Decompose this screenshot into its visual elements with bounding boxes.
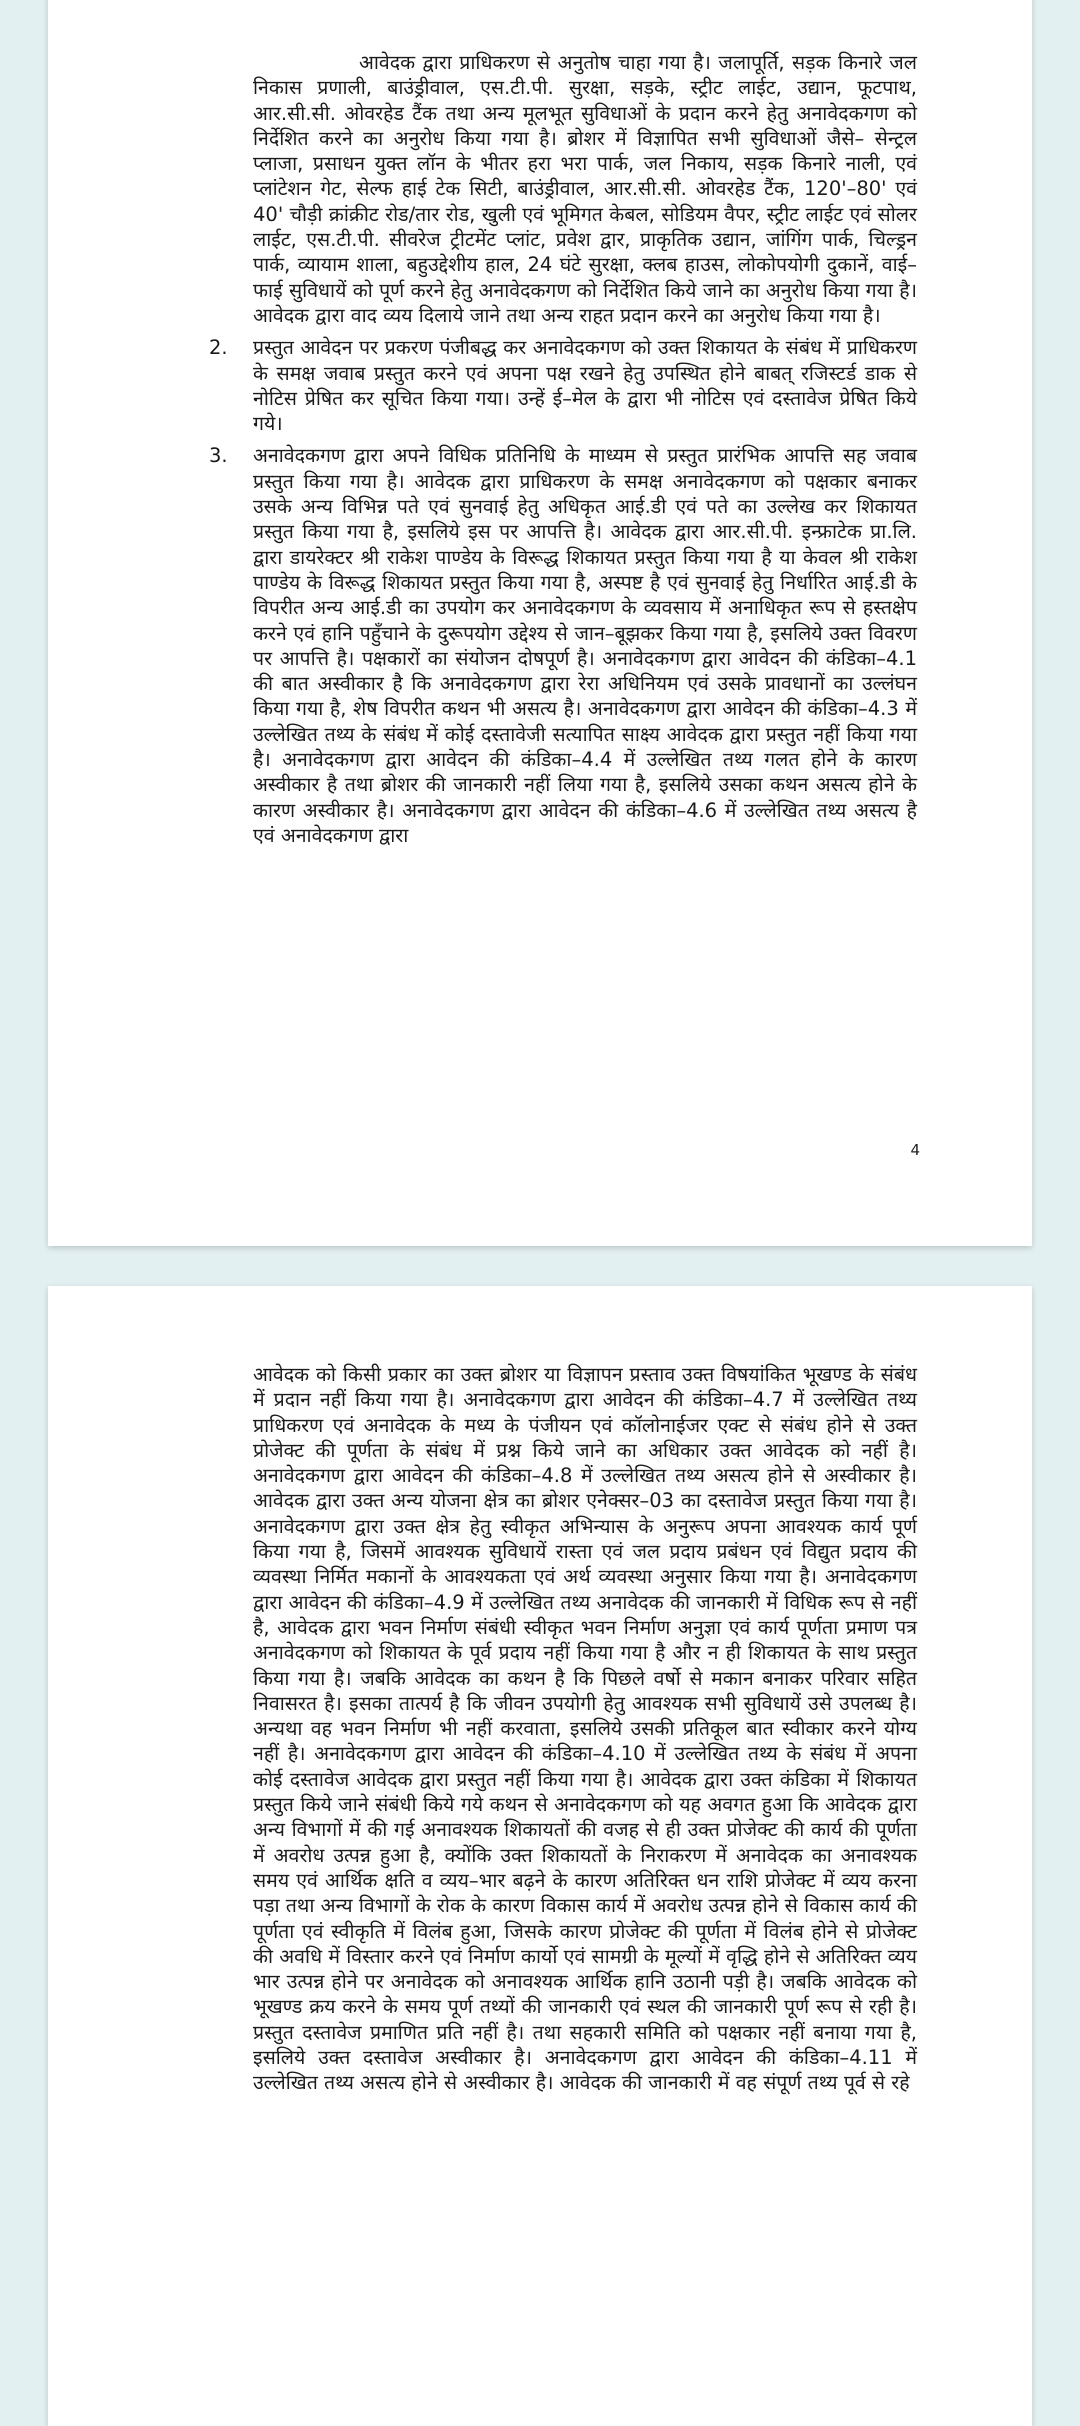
document-page-5 bbox=[48, 1286, 1032, 2426]
numbered-paragraph-2 bbox=[209, 335, 917, 436]
page-body bbox=[253, 1362, 917, 2096]
page-number: 4 bbox=[910, 1141, 920, 1159]
paragraph-intro: आवेदक द्वारा प्राधिकरण से अनुतोष चाहा गया है। जलापूर्ति, सड़क किनारे जल निकास प्रणाली, बाउंड्रीवाल, एस.टी.पी. सुरक्षा, सड़के, स्ट्रीट लाईट, उद्यान, फूटपाथ, आर.सी.सी. ओवरहेड टैंक तथा अन्य मूलभूत सुविधाओं के प्रदान करने हेतु अनावेदकगण को निर्देशित करने का अनुरोध किया गया है। ब्रोशर में विज्ञापित सभी सुविधाओं जैसे– सेन्ट्रल प्लाजा, प्रसाधन युक्त लॉन के भीतर हरा भरा पार्क, जल निकाय, सड़क किनारे नाली, एवं प्लांटेशन गेट, सेल्फ हाई टेक सिटी, बाउंड्रीवाल, आर.सी.सी. ओवरहेड टैंक, 120'–80' एवं 40' चौड़ी क्रांक्रीट रोड/तार रोड, खुली एवं भूमिगत केबल, सोडियम वैपर, स्ट्रीट लाईट एवं सोलर लाईट, एस.टी.पी. सीवरेज ट्रीटमेंट प्लांट, प्रवेश द्वार, प्राकृतिक उद्यान, जांगिंग पार्क, चिल्ड्रन पार्क, व्यायाम शाला, बहुउद्देशीय हाल, 24 घंटे सुरक्षा, क्लब हाउस, लोकोपयोगी दुकानें, वाई–फाई सुविधायें को पूर्ण करने हेतु अनावेदकगण को निर्देशित किये जाने का अनुरोध किया गया है। आवेदक द्वारा वाद व्यय दिलाये जाने तथा अन्य राहत प्रदान करने का अनुरोध किया गया है। bbox=[253, 51, 917, 327]
paragraph-text: अनावेदकगण द्वारा अपने विधिक प्रतिनिधि के माध्यम से प्रस्तुत प्रारंभिक आपत्ति सह जवाब प्रस्तुत किया गया है। आवेदक द्वारा प्राधिकरण के समक्ष अनावेदकगण को पक्षकार बनाकर उसके अन्य विभिन्न पते एवं सुनवाई हेतु अधिकृत आई.डी एवं पते का उल्लेख कर शिकायत प्रस्तुत किया गया है, इसलिये इस पर आपत्ति है। आवेदक द्वारा आर.सी.पी. इन्फ्राटेक प्रा.लि. द्वारा डायरेक्टर श्री राकेश पाण्डेय के विरूद्ध शिकायत प्रस्तुत किया गया है या केवल श्री राकेश पाण्डेय के विरूद्ध शिकायत प्रस्तुत किया गया है, अस्पष्ट है एवं सुनवाई हेतु निर्धारित आई.डी के विपरीत अन्य आई.डी का उपयोग कर अनावेदकगण के व्यवसाय में अनाधिकृत रूप से हस्तक्षेप करने एवं हानि पहुँचाने के दुरूपयोग उद्देश्य से जान–बूझकर किया गया है, इसलिये उक्त विवरण पर आपत्ति है। पक्षकारों का संयोजन दोषपूर्ण है। अनावेदकगण द्वारा आवेदन की कंडिका–4.1 की बात अस्वीकार है कि अनावेदकगण द्वारा रेरा अधिनियम एवं उसके प्रावधानों का उल्लंघन किया गया है, शेष विपरीत कथन भी असत्य है। अनावेदकगण द्वारा आवेदन की कंडिका–4.3 में उल्लेखित तथ्य के संबंध में कोई दस्तावेजी सत्यापित साक्ष्य आवेदक द्वारा प्रस्तुत नहीं किया गया है। अनावेदकगण द्वारा आवेदन की कंडिका–4.4 में उल्लेखित तथ्य गलत होने के कारण अस्वीकार है तथा ब्रोशर की जानकारी नहीं लिया गया है, इसलिये उसका कथन असत्य होने के कारण अस्वीकार है। अनावेदकगण द्वारा आवेदन की कंडिका–4.6 में उल्लेखित तथ्य असत्य है एवं अनावेदकगण द्वारा bbox=[253, 444, 917, 847]
document-page-4 bbox=[48, 0, 1032, 1246]
page-body bbox=[209, 50, 917, 848]
paragraph-number: 3. bbox=[209, 444, 228, 468]
paragraph-text: प्रस्तुत आवेदन पर प्रकरण पंजीबद्ध कर अनावेदकगण को उक्त शिकायत के संबंध में प्राधिकरण के समक्ष जवाब प्रस्तुत करने एवं अपना पक्ष रखने हेतु उपस्थित होने बाबत् रजिस्टर्ड डाक से नोटिस प्रेषित कर सूचित किया गया। उन्हें ई–मेल के द्वारा भी नोटिस एवं दस्तावेज प्रेषित किये गये। bbox=[253, 336, 917, 436]
paragraph-continued: आवेदक को किसी प्रकार का उक्त ब्रोशर या विज्ञापन प्रस्ताव उक्त विषयांकित भूखण्ड के संबंध में प्रदान नहीं किया गया है। अनावेदकगण द्वारा आवेदन की कंडिका–4.7 में उल्लेखित तथ्य प्राधिकरण एवं अनावेदक के मध्य के पंजीयन एवं कॉलोनाईजर एक्ट से संबंध होने से उक्त प्रोजेक्ट की पूर्णता के संबंध में प्रश्न किये जाने का अधिकार उक्त आवेदक को नहीं है। अनावेदकगण द्वारा आवेदन की कंडिका–4.8 में उल्लेखित तथ्य असत्य होने से अस्वीकार है। आवेदक द्वारा उक्त अन्य योजना क्षेत्र का ब्रोशर एनेक्सर–03 का दस्तावेज प्रस्तुत किया गया है। अनावेदकगण द्वारा उक्त क्षेत्र हेतु स्वीकृत अभिन्यास के अनुरूप अपना आवश्यक कार्य पूर्ण किया गया है, जिसमें आवश्यक सुविधायें रास्ता एवं जल प्रदाय प्रबंधन एवं विद्युत प्रदाय की व्यवस्था निर्मित मकानों के आवश्यकता एवं अर्थ व्यवस्था अनुसार किया गया है। अनावेदकगण द्वारा आवेदन की कंडिका–4.9 में उल्लेखित तथ्य अनावेदक की जानकारी में विधिक रूप से नहीं है, आवेदक द्वारा भवन निर्माण संबंधी स्वीकृत भवन निर्माण अनुज्ञा एवं कार्य पूर्णता प्रमाण पत्र अनावेदकगण को शिकायत के पूर्व प्रदाय नहीं किया गया है और न ही शिकायत के साथ प्रस्तुत किया गया है। जबकि आवेदक का कथन है कि पिछले वर्षो से मकान बनाकर परिवार सहित निवासरत है। इसका तात्पर्य है कि जीवन उपयोगी हेतु आवश्यक सभी सुविधायें उसे उपलब्ध है। अन्यथा वह भवन निर्माण भी नहीं करवाता, इसलिये उसकी प्रतिकूल बात स्वीकार करने योग्य नहीं है। अनावेदकगण द्वारा आवेदन की कंडिका–4.10 में उल्लेखित तथ्य के संबंध में अपना कोई दस्तावेज आवेदक द्वारा प्रस्तुत नहीं किया गया है। आवेदक द्वारा उक्त कंडिका में शिकायत प्रस्तुत किये जाने संबंधी किये गये कथन से अनावेदकगण को यह अवगत हुआ कि आवेदक द्वारा अन्य विभागों में की गई अनावश्यक शिकायतों की वजह से ही उक्त प्रोजेक्ट की कार्य की पूर्णता में अवरोध उत्पन्न हुआ है, क्योंकि उक्त शिकायतों के निराकरण में अनावेदक का अनावश्यक समय एवं आर्थिक क्षति व व्यय–भार बढ़ने के कारण अतिरिक्त धन राशि प्रोजेक्ट में व्यय करना पड़ा तथा अन्य विभागों के रोक के कारण विकास कार्य में अवरोध उत्पन्न होने से विकास कार्य की पूर्णता एवं स्वीकृति में विलंब हुआ, जिसके कारण प्रोजेक्ट की पूर्णता में विलंब होने से प्रोजेक्ट की अवधि में विस्तार करने एवं निर्माण कार्यो एवं सामग्री के मूल्यों में वृद्धि होने से अतिरिक्त व्यय भार उत्पन्न होने पर अनावेदक को अनावश्यक आर्थिक हानि उठानी पड़ी है। जबकि आवेदक को भूखण्ड क्रय करने के समय पूर्ण तथ्यों की जानकारी एवं स्थल की जानकारी पूर्ण रूप से रही है। प्रस्तुत दस्तावेज प्रमाणित प्रति नहीं है। तथा सहकारी समिति को पक्षकार नहीं बनाया गया है, इसलिये उक्त दस्तावेज अस्वीकार है। अनावेदकगण द्वारा आवेदन की कंडिका–4.11 में उल्लेखित तथ्य असत्य होने से अस्वीकार है। आवेदक की जानकारी में वह संपूर्ण तथ्य पूर्व से रहे bbox=[253, 1363, 917, 2095]
numbered-paragraph-3 bbox=[209, 443, 917, 848]
paragraph-number: 2. bbox=[209, 336, 228, 360]
